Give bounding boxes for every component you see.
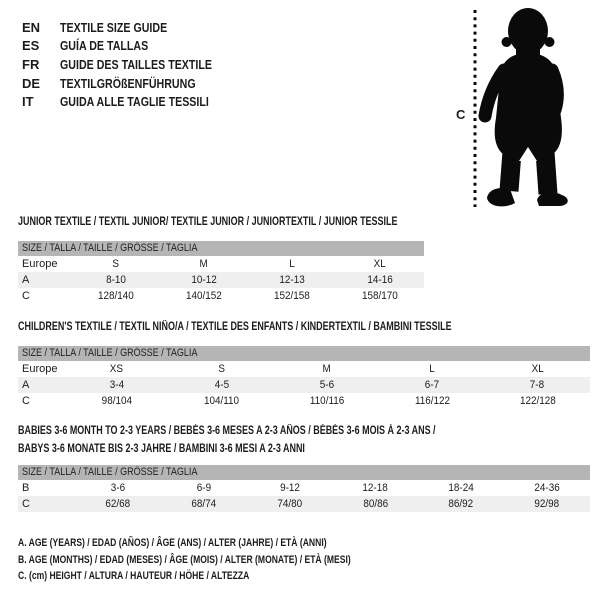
size-cell: 4-5 xyxy=(214,379,229,391)
size-cell: 86/92 xyxy=(448,498,474,510)
junior-table-title: JUNIOR TEXTILE / TEXTIL JUNIOR/ TEXTILE JUNIOR / JUNIORTEXTIL / JUNIOR TESSILE xyxy=(18,216,398,228)
row-label: C xyxy=(22,498,30,510)
size-cell: 6-7 xyxy=(425,379,440,391)
size-cell: 122/128 xyxy=(519,395,556,407)
table-row xyxy=(18,272,424,288)
size-cell: 62/68 xyxy=(105,498,131,510)
children-table-title: CHILDREN'S TEXTILE / TEXTIL NIÑO/A / TEXTILE DES ENFANTS / KINDERTEXTIL / BAMBINI TESSILE xyxy=(18,321,452,333)
language-title: GUÍA DE TALLAS xyxy=(60,38,149,54)
row-label: Europe xyxy=(22,258,58,270)
babies-table-title-line2: BABYS 3-6 MONATE BIS 2-3 JAHRE / BAMBINI 3-6 MESI A 2-3 ANNI xyxy=(18,443,305,455)
height-measure-label: C xyxy=(456,107,466,122)
size-cell: 24-36 xyxy=(534,482,560,494)
size-cell: 12-18 xyxy=(362,482,389,494)
size-cell: XL xyxy=(531,363,544,375)
size-cell: 6-9 xyxy=(196,482,211,494)
size-cell: 3-4 xyxy=(109,379,124,391)
language-row-fr xyxy=(22,55,245,74)
language-title: TEXTILE SIZE GUIDE xyxy=(60,19,168,35)
size-cell: 5-6 xyxy=(319,379,335,391)
table-row xyxy=(18,288,424,304)
size-header-band: SIZE / TALLA / TAILLE / GRÖSSE / TAGLIA xyxy=(18,346,590,361)
table-row xyxy=(18,377,590,393)
table-row xyxy=(18,480,590,496)
language-code: DE xyxy=(22,75,41,91)
children-table xyxy=(18,346,590,409)
size-cell: L xyxy=(429,363,435,375)
size-cell: XS xyxy=(109,363,124,375)
size-cell: 12-13 xyxy=(279,274,305,286)
size-cell: S xyxy=(218,363,226,375)
junior-table xyxy=(18,241,424,304)
legend-line-b: B. AGE (MONTHS) / EDAD (MESES) / ÂGE (MOIS) / ALTER (MONATE) / ETÀ (MESI) xyxy=(18,553,351,566)
measure-legend xyxy=(18,537,445,587)
row-label: Europe xyxy=(22,363,58,375)
size-cell: 116/122 xyxy=(414,395,450,407)
language-list xyxy=(22,18,245,111)
babies-table-title-line1: BABIES 3-6 MONTH TO 2-3 YEARS / BEBÉS 3-6 MESES A 2-3 AÑOS / BÉBÉS 3-6 MOIS À 2-3 ANS / xyxy=(18,425,436,437)
row-label: A xyxy=(22,274,30,286)
size-cell: 8-10 xyxy=(106,274,126,286)
size-cell: M xyxy=(199,258,209,270)
left-leg xyxy=(509,152,512,191)
language-title: GUIDA ALLE TAGLIE TESSILI xyxy=(60,94,209,110)
size-cell: 68/74 xyxy=(191,498,217,510)
size-header-band: SIZE / TALLA / TAILLE / GRÖSSE / TAGLIA xyxy=(18,465,590,480)
language-title: GUIDE DES TAILLES TEXTILE xyxy=(60,56,213,72)
row-label: C xyxy=(22,290,30,302)
size-cell: 158/170 xyxy=(362,290,398,302)
size-cell: XL xyxy=(373,258,387,270)
size-cell: 104/110 xyxy=(204,395,240,407)
language-title: TEXTILGRÖßENFÜHRUNG xyxy=(60,75,196,91)
size-cell: 74/80 xyxy=(277,498,302,510)
right-leg xyxy=(545,152,548,194)
row-label: A xyxy=(22,379,30,391)
size-header-band: SIZE / TALLA / TAILLE / GRÖSSE / TAGLIA xyxy=(18,241,424,256)
language-row-es xyxy=(22,37,245,56)
size-cell: 140/152 xyxy=(186,290,222,302)
row-label: C xyxy=(22,395,30,407)
size-cell: S xyxy=(112,258,120,270)
size-cell: 128/140 xyxy=(98,290,134,302)
size-cell: 7-8 xyxy=(530,379,545,391)
size-cell: 152/158 xyxy=(274,290,310,302)
size-cell: M xyxy=(322,363,332,375)
size-cell: 92/98 xyxy=(534,498,560,510)
language-code: IT xyxy=(22,94,34,110)
row-label: B xyxy=(22,482,30,494)
language-row-en xyxy=(22,18,245,37)
size-cell: 80/86 xyxy=(363,498,388,510)
left-ear xyxy=(502,37,512,47)
toddler-body xyxy=(485,8,568,206)
legend-line-a: A. AGE (YEARS) / EDAD (AÑOS) / ÂGE (ANS) / ALTER (JAHRE) / ETÀ (ANNI) xyxy=(18,537,327,549)
size-cell: 14-16 xyxy=(367,274,393,286)
table-row xyxy=(18,256,424,272)
language-row-it xyxy=(22,92,245,111)
legend-line-c: C. (cm) HEIGHT / ALTURA / HAUTEUR / HÖHE / ALTEZZA xyxy=(18,570,250,582)
size-cell: 110/116 xyxy=(309,395,345,407)
language-code: EN xyxy=(22,19,41,35)
size-cell: 18-24 xyxy=(448,482,474,494)
right-foot xyxy=(537,192,568,206)
language-code: ES xyxy=(22,38,40,54)
size-cell: 3-6 xyxy=(110,482,126,494)
size-cell: 9-12 xyxy=(279,482,300,494)
size-cell: 98/104 xyxy=(101,395,132,407)
table-row xyxy=(18,361,590,377)
babies-table xyxy=(18,465,590,512)
table-row xyxy=(18,393,590,409)
language-row-de xyxy=(22,74,245,93)
right-ear xyxy=(545,37,555,47)
table-row xyxy=(18,496,590,512)
size-cell: 10-12 xyxy=(191,274,217,286)
language-code: FR xyxy=(22,56,40,72)
size-cell: L xyxy=(289,258,295,270)
